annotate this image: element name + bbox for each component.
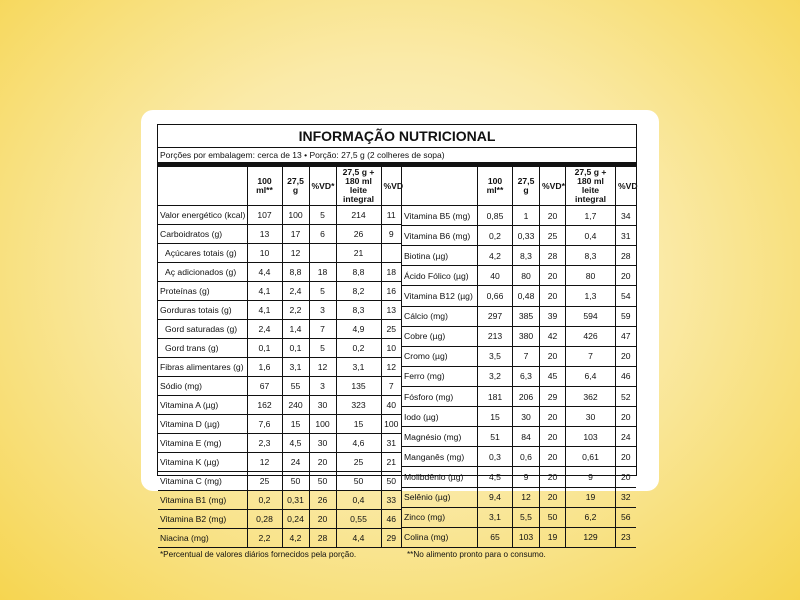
footnote-prepared: **No alimento pronto para o consumo. [407,550,546,559]
header-vd-milk: %VD [616,167,636,206]
nutrient-row [402,306,636,326]
nutrient-label: Fibras alimentares (g) [158,358,247,377]
nutrition-table-right [401,167,636,548]
nutrient-label: Biotina (µg) [402,246,478,266]
nutrient-value: 20 [616,467,636,487]
nutrient-label: Iodo (µg) [402,407,478,427]
nutrient-value: 8,3 [566,246,616,266]
nutrient-value: 12 [282,244,309,263]
nutrient-value: 4,5 [282,434,309,453]
nutrient-value: 0,1 [282,339,309,358]
nutrient-row [402,527,636,547]
nutrient-value: 34 [616,206,636,226]
nutrient-value: 31 [616,226,636,246]
nutrient-label: Selênio (µg) [402,487,478,507]
header-nutrient [402,167,478,206]
nutrient-value: 0,2 [247,491,282,510]
nutrient-value: 18 [309,263,336,282]
nutrient-label: Vitamina C (mg) [158,472,247,491]
nutrient-value: 0,66 [478,286,513,306]
nutrient-value: 30 [513,407,540,427]
nutrient-value: 385 [513,306,540,326]
nutrient-value: 2,3 [247,434,282,453]
nutrient-value: 7 [309,320,336,339]
nutrient-value: 6,4 [566,366,616,386]
nutrient-value: 2,4 [282,282,309,301]
nutrient-value: 5 [309,206,336,225]
nutrient-row [402,206,636,226]
nutrient-value: 20 [616,346,636,366]
nutrient-row [158,301,401,320]
nutrient-value: 25 [381,320,401,339]
table-header-row [158,167,401,206]
nutrient-value: 1,3 [566,286,616,306]
nutrient-value: 28 [540,246,566,266]
nutrient-label: Fósforo (mg) [402,386,478,406]
nutrient-row [402,386,636,406]
nutrient-value: 52 [616,386,636,406]
nutrient-row [158,453,401,472]
nutrient-value: 51 [478,427,513,447]
nutrient-value: 7,6 [247,415,282,434]
header-with-milk: 27,5 g + 180 ml leite integral [336,167,381,206]
nutrient-value: 50 [540,507,566,527]
nutrient-value: 12 [247,453,282,472]
nutrient-value: 0,1 [247,339,282,358]
nutrient-value: 20 [540,447,566,467]
nutrient-label: Aç adicionados (g) [158,263,247,282]
nutrient-value: 25 [247,472,282,491]
nutrition-title: INFORMAÇÃO NUTRICIONAL [158,125,636,148]
nutrient-value: 20 [540,346,566,366]
nutrient-value: 20 [540,467,566,487]
nutrient-value: 0,24 [282,510,309,529]
nutrient-value: 47 [616,326,636,346]
nutrient-value: 19 [540,527,566,547]
nutrient-label: Gorduras totais (g) [158,301,247,320]
nutrient-row [402,447,636,467]
nutrient-value: 50 [309,472,336,491]
nutrient-value: 206 [513,386,540,406]
nutrient-row [402,366,636,386]
nutrient-label: Vitamina B1 (mg) [158,491,247,510]
nutrient-value: 4,5 [478,467,513,487]
nutrient-value: 5 [309,339,336,358]
nutrient-value: 0,6 [513,447,540,467]
nutrient-value: 50 [282,472,309,491]
nutrient-value: 323 [336,396,381,415]
nutrition-table-left [158,167,404,548]
nutrient-value: 59 [616,306,636,326]
nutrient-value: 40 [381,396,401,415]
nutrient-label: Sódio (mg) [158,377,247,396]
nutrient-value: 16 [381,282,401,301]
nutrient-value: 2,4 [247,320,282,339]
nutrient-value: 129 [566,527,616,547]
nutrient-value: 40 [478,266,513,286]
nutrient-row [402,346,636,366]
nutrient-value: 0,85 [478,206,513,226]
nutrient-value: 1,4 [282,320,309,339]
nutrient-row [402,246,636,266]
nutrient-value: 20 [616,447,636,467]
nutrient-value: 20 [540,487,566,507]
nutrient-value: 0,48 [513,286,540,306]
nutrient-row [402,226,636,246]
nutrient-value: 33 [381,491,401,510]
nutrient-row [158,510,401,529]
nutrient-value: 13 [381,301,401,320]
nutrient-row [158,244,401,263]
header-vd: %VD* [540,167,566,206]
nutrient-row [402,286,636,306]
nutrient-row [158,358,401,377]
nutrient-value: 4,2 [282,529,309,548]
nutrient-value: 20 [309,510,336,529]
nutrient-row [158,415,401,434]
nutrient-value: 31 [381,434,401,453]
nutrient-value: 20 [540,266,566,286]
nutrient-value: 4,4 [336,529,381,548]
nutrient-value: 20 [540,206,566,226]
header-100ml: 100 ml** [478,167,513,206]
nutrient-value: 7 [381,377,401,396]
nutrient-value: 8,8 [282,263,309,282]
nutrient-value: 213 [478,326,513,346]
nutrient-value: 103 [566,427,616,447]
nutrient-value: 26 [336,225,381,244]
nutrient-value: 0,4 [336,491,381,510]
nutrient-label: Proteínas (g) [158,282,247,301]
nutrient-value: 30 [309,434,336,453]
nutrient-value: 0,55 [336,510,381,529]
nutrient-label: Cromo (µg) [402,346,478,366]
nutrient-row [158,491,401,510]
nutrient-value: 10 [381,339,401,358]
nutrient-row [402,427,636,447]
footnotes [158,548,636,562]
nutrient-value: 24 [282,453,309,472]
nutrient-label: Molibdênio (µg) [402,467,478,487]
nutrient-value: 8,2 [336,282,381,301]
nutrient-value: 20 [616,266,636,286]
nutrient-value: 100 [381,415,401,434]
nutrient-label: Valor energético (kcal) [158,206,247,225]
nutrient-value: 11 [381,206,401,225]
nutrient-value: 10 [247,244,282,263]
nutrient-label: Zinco (mg) [402,507,478,527]
nutrient-value: 20 [540,286,566,306]
nutrient-value: 20 [309,453,336,472]
nutrient-value: 362 [566,386,616,406]
nutrient-value: 21 [381,453,401,472]
nutrient-value: 107 [247,206,282,225]
nutrient-value: 55 [282,377,309,396]
nutrient-value: 3,5 [478,346,513,366]
header-with-milk: 27,5 g + 180 ml leite integral [566,167,616,206]
nutrient-value: 54 [616,286,636,306]
nutrient-value: 4,6 [336,434,381,453]
nutrient-value: 4,2 [478,246,513,266]
nutrient-value: 12 [513,487,540,507]
nutrient-row [158,529,401,548]
nutrient-value: 9,4 [478,487,513,507]
nutrient-value: 84 [513,427,540,447]
nutrient-value: 2,2 [282,301,309,320]
nutrient-value: 24 [616,427,636,447]
nutrient-value: 25 [540,226,566,246]
nutrient-value: 297 [478,306,513,326]
nutrient-value: 0,61 [566,447,616,467]
nutrient-value: 80 [513,266,540,286]
nutrient-value: 0,4 [566,226,616,246]
nutrient-value: 20 [540,427,566,447]
nutrient-row [402,266,636,286]
nutrient-value: 2,2 [247,529,282,548]
nutrient-value: 3,1 [336,358,381,377]
nutrient-label: Vitamina K (µg) [158,453,247,472]
nutrient-value: 8,3 [513,246,540,266]
nutrient-label: Colina (mg) [402,527,478,547]
nutrient-label: Gord trans (g) [158,339,247,358]
nutrient-value: 3 [309,301,336,320]
nutrient-value: 5,5 [513,507,540,527]
nutrient-value: 8,3 [336,301,381,320]
nutrient-value: 46 [616,366,636,386]
nutrient-value: 135 [336,377,381,396]
nutrient-label: Gord saturadas (g) [158,320,247,339]
nutrient-label: Vitamina E (mg) [158,434,247,453]
portion-info: Porções por embalagem: cerca de 13 • Porção: 27,5 g (2 colheres de sopa) [160,150,445,160]
nutrient-value: 100 [282,206,309,225]
nutrient-value: 6,3 [513,366,540,386]
nutrient-value: 3,1 [478,507,513,527]
nutrient-label: Vitamina B2 (mg) [158,510,247,529]
nutrient-value: 214 [336,206,381,225]
nutrient-value: 181 [478,386,513,406]
nutrient-value: 12 [381,358,401,377]
nutrient-label: Manganês (mg) [402,447,478,467]
nutrient-value: 7 [566,346,616,366]
nutrient-value: 20 [616,407,636,427]
nutrient-value: 4,4 [247,263,282,282]
nutrient-value: 7 [513,346,540,366]
nutrient-row [158,263,401,282]
nutrient-value: 9 [513,467,540,487]
nutrient-row [158,396,401,415]
nutrient-value: 103 [513,527,540,547]
nutrient-value: 65 [478,527,513,547]
nutrient-value: 13 [247,225,282,244]
nutrient-row [402,507,636,527]
nutrient-value: 28 [309,529,336,548]
nutrient-value: 594 [566,306,616,326]
nutrient-value: 15 [282,415,309,434]
nutrient-value: 1,6 [247,358,282,377]
nutrient-label: Vitamina D (µg) [158,415,247,434]
nutrient-value: 380 [513,326,540,346]
nutrient-label: Ácido Fólico (µg) [402,266,478,286]
nutrient-value: 9 [381,225,401,244]
nutrient-value: 28 [616,246,636,266]
nutrient-row [158,206,401,225]
nutrient-row [158,225,401,244]
header-portion: 27,5 g [282,167,309,206]
nutrition-tables [158,167,636,548]
nutrient-label: Vitamina B5 (mg) [402,206,478,226]
nutrient-value: 0,2 [478,226,513,246]
header-nutrient [158,167,247,206]
nutrient-value: 1,7 [566,206,616,226]
nutrient-value: 1 [513,206,540,226]
nutrient-row [402,467,636,487]
nutrient-value: 21 [336,244,381,263]
nutrient-value: 25 [336,453,381,472]
nutrient-value: 426 [566,326,616,346]
nutrient-label: Vitamina B6 (mg) [402,226,478,246]
nutrient-row [158,377,401,396]
nutrient-row [158,320,401,339]
nutrient-value: 4,1 [247,301,282,320]
nutrient-value: 45 [540,366,566,386]
nutrient-label: Açúcares totais (g) [158,244,247,263]
nutrient-value: 30 [566,407,616,427]
nutrient-value: 12 [309,358,336,377]
nutrient-value: 39 [540,306,566,326]
nutrient-label: Cálcio (mg) [402,306,478,326]
nutrient-value: 3 [309,377,336,396]
nutrient-row [402,407,636,427]
nutrient-label: Vitamina B12 (µg) [402,286,478,306]
nutrient-label: Ferro (mg) [402,366,478,386]
nutrient-value: 240 [282,396,309,415]
nutrient-value: 0,2 [336,339,381,358]
nutrient-row [402,326,636,346]
nutrient-value: 42 [540,326,566,346]
nutrient-value: 0,3 [478,447,513,467]
nutrient-value: 162 [247,396,282,415]
nutrient-value: 20 [540,407,566,427]
nutrient-row [158,434,401,453]
nutrient-value: 0,31 [282,491,309,510]
nutrient-row [158,339,401,358]
nutrient-value: 29 [381,529,401,548]
nutrient-value [309,244,336,263]
nutrient-value: 15 [478,407,513,427]
nutrient-value: 6 [309,225,336,244]
nutrient-row [402,487,636,507]
nutrient-value: 15 [336,415,381,434]
nutrient-row [158,282,401,301]
nutrient-value: 18 [381,263,401,282]
header-vd-milk: %VD [381,167,401,206]
nutrient-value: 8,8 [336,263,381,282]
nutrient-value: 0,28 [247,510,282,529]
nutrient-value: 50 [336,472,381,491]
header-100ml: 100 ml** [247,167,282,206]
nutrient-value: 5 [309,282,336,301]
nutrient-value: 32 [616,487,636,507]
nutrient-value: 30 [309,396,336,415]
nutrient-value: 9 [566,467,616,487]
nutrient-label: Niacina (mg) [158,529,247,548]
footnote-vd: *Percentual de valores diários fornecidos pela porção. [160,550,357,559]
nutrient-label: Vitamina A (µg) [158,396,247,415]
nutrition-facts-panel [157,124,638,559]
nutrient-row [158,472,401,491]
nutrient-value: 4,9 [336,320,381,339]
nutrient-value: 80 [566,266,616,286]
nutrient-value: 4,1 [247,282,282,301]
nutrient-value [381,244,401,263]
nutrient-label: Cobre (µg) [402,326,478,346]
nutrient-value: 6,2 [566,507,616,527]
nutrient-value: 29 [540,386,566,406]
nutrient-value: 56 [616,507,636,527]
header-portion: 27,5 g [513,167,540,206]
table-header-row [402,167,636,206]
nutrient-value: 19 [566,487,616,507]
nutrient-value: 46 [381,510,401,529]
nutrient-value: 23 [616,527,636,547]
nutrient-label: Carboidratos (g) [158,225,247,244]
nutrient-value: 50 [381,472,401,491]
nutrient-value: 26 [309,491,336,510]
nutrient-value: 100 [309,415,336,434]
nutrient-value: 67 [247,377,282,396]
nutrient-value: 3,2 [478,366,513,386]
header-vd: %VD* [309,167,336,206]
nutrient-value: 3,1 [282,358,309,377]
nutrient-value: 17 [282,225,309,244]
nutrient-value: 0,33 [513,226,540,246]
nutrient-label: Magnésio (mg) [402,427,478,447]
